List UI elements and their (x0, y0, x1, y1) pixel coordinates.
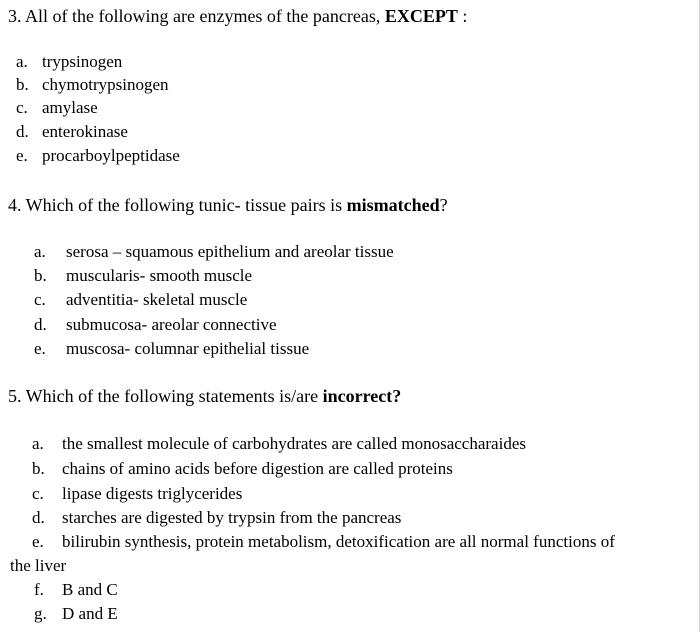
question-5-title (8, 386, 401, 407)
question-5-prefix: 5. Which of the following statements is/are (8, 386, 323, 406)
option-letter: b. (32, 459, 45, 478)
question-4-suffix: ? (439, 195, 448, 215)
option-text: chymotrypsinogen (42, 75, 169, 94)
option-letter: e. (32, 532, 44, 551)
option-text: the smallest molecule of carbohydrates are called monosaccharaides (62, 434, 526, 453)
option-text: adventitia- skeletal muscle (66, 290, 248, 309)
question-3-prefix: 3. All of the following are enzymes of the pancreas, (8, 6, 385, 26)
question-3-emphasis: EXCEPT (384, 6, 458, 26)
option-letter: f. (34, 580, 44, 599)
option-letter: a. (34, 242, 46, 261)
option-text: D and E (62, 604, 118, 623)
option-letter: g. (34, 604, 47, 623)
option-letter: a. (32, 434, 44, 453)
option-letter: c. (32, 484, 44, 503)
option-text: B and C (62, 580, 118, 599)
option-letter: e. (34, 339, 46, 358)
option-text: enterokinase (42, 122, 128, 141)
question-4-emphasis: mismatched (346, 195, 440, 215)
question-4-title (8, 195, 448, 216)
option-text: trypsinogen (42, 52, 123, 71)
question-4-prefix: 4. Which of the following tunic- tissue pairs is (8, 195, 347, 215)
option-text: serosa – squamous epithelium and areolar tissue (66, 242, 394, 261)
option-letter: e. (16, 146, 28, 165)
option-letter: b. (34, 266, 47, 285)
option-letter: d. (32, 508, 45, 527)
option-letter: a. (16, 52, 28, 71)
option-text: lipase digests triglycerides (62, 484, 243, 503)
question-3-title (8, 6, 467, 27)
q5-option-e-continuation: the liver (10, 556, 67, 575)
option-text: submucosa- areolar connective (66, 315, 277, 334)
option-text: muscularis- smooth muscle (66, 266, 253, 285)
option-text: bilirubin synthesis, protein metabolism, detoxification are all normal functions of (62, 532, 615, 551)
option-letter: d. (16, 122, 29, 141)
option-letter: b. (16, 75, 29, 94)
option-text: muscosa- columnar epithelial tissue (66, 339, 310, 358)
option-letter: c. (16, 98, 28, 117)
option-text: starches are digested by trypsin from the pancreas (62, 508, 402, 527)
option-letter: d. (34, 315, 47, 334)
question-3-suffix: : (457, 6, 468, 26)
option-text: procarboylpeptidase (42, 146, 180, 165)
question-5-emphasis: incorrect? (322, 386, 402, 406)
option-text: chains of amino acids before digestion are called proteins (62, 459, 453, 478)
option-text: amylase (42, 98, 98, 117)
option-letter: c. (34, 290, 46, 309)
